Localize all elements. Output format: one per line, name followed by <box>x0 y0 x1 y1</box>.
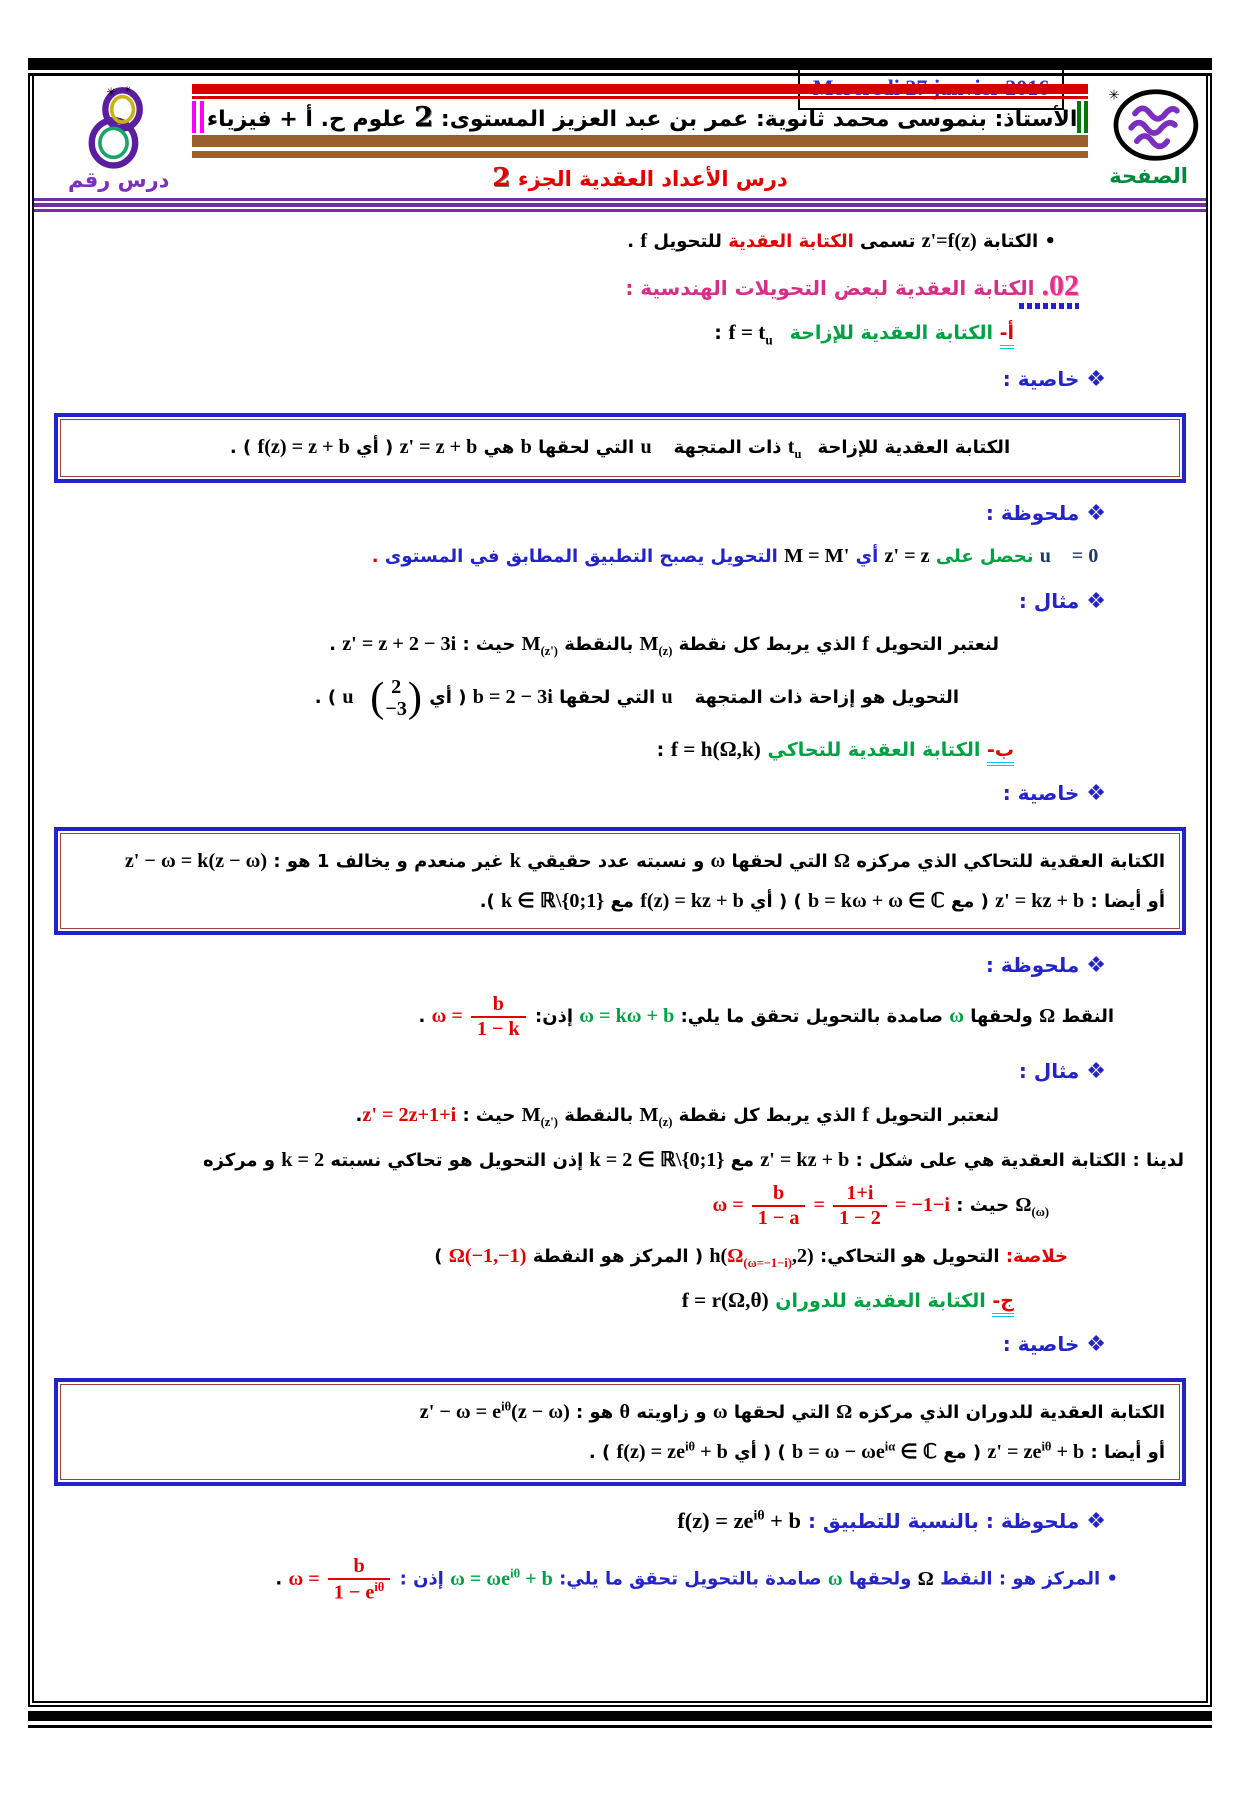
page-label: الصفحة <box>1109 164 1188 188</box>
math-group <box>712 1182 951 1230</box>
paren-close: ) <box>407 674 423 722</box>
math-text: ω = <box>712 1194 749 1217</box>
note-translation <box>46 543 1114 570</box>
text-segment: Ω <box>836 1400 853 1423</box>
text-segment: $M_{(z')}$ <box>521 633 558 659</box>
text-segment: الكتابة <box>976 231 1039 252</box>
text-segment: التحويل هو إزاحة ذات المتجهة <box>688 687 959 708</box>
red-bar-thin <box>192 96 1088 99</box>
text-segment: ولحقها <box>964 1005 1040 1027</box>
header-center <box>192 84 1088 193</box>
subsection-b <box>46 735 1014 764</box>
teacher-info-line <box>207 101 1078 133</box>
text-segment: ω <box>949 1004 964 1027</box>
text-segment: 2 <box>492 162 511 193</box>
text-segment: ∈ ℂ <box>895 1441 937 1464</box>
math-group <box>419 1399 570 1423</box>
text-segment: u⃗ = 0⃗ <box>1039 545 1114 568</box>
text-segment: أو أيضا : <box>1084 891 1165 913</box>
fraction-expression <box>288 1555 393 1604</box>
box-line <box>75 886 1165 916</box>
math-group <box>257 437 349 458</box>
text-segment: أو أيضا : <box>1084 1442 1165 1464</box>
fraction <box>752 1182 806 1230</box>
text-segment: الكتابة العقدية للدوران الذي مركزه <box>852 1401 1165 1423</box>
text-segment: k = 2 <box>281 1149 325 1172</box>
text-segment: ω <box>712 1400 728 1423</box>
decorative-eight-logo <box>64 84 172 170</box>
text-segment: خلاصة: <box>1005 1245 1068 1267</box>
homothety-line <box>46 1147 1184 1174</box>
diamond-icon: ❖ <box>1086 367 1106 393</box>
note-label-2 <box>46 951 1106 981</box>
box-line <box>75 1397 1165 1427</box>
box-line <box>75 846 1165 876</box>
text-segment: التحويل يصبح التطبيق المطابق في المستوى <box>378 546 785 568</box>
text-segment: لنعتبر التحويل <box>868 1105 999 1127</box>
diamond-icon: ❖ <box>1086 500 1106 526</box>
fraction-denominator: 1 − a <box>757 1207 800 1230</box>
fraction <box>328 1555 391 1605</box>
math-group <box>995 891 1084 912</box>
intro-line <box>46 228 1056 255</box>
text-segment: ملحوظة : بالنسبة للتطبيق : <box>801 1509 1087 1534</box>
text-segment: الكتابة العقدية للإزاحة <box>811 436 1011 458</box>
fraction-expression <box>431 993 529 1041</box>
math-group <box>1040 546 1114 567</box>
text-segment: k ∈ ℝ\{0;1} <box>501 890 605 913</box>
fraction <box>471 993 526 1041</box>
text-segment: ( المركز هو النقطة <box>526 1245 710 1267</box>
text-segment: k <box>509 849 521 872</box>
text-segment: $z' - \omega = e^{i\theta}$ <box>419 1399 512 1423</box>
math-group <box>828 1569 843 1590</box>
diamond-icon: ❖ <box>1086 1059 1106 1085</box>
subsection-a <box>46 318 1014 349</box>
box-line <box>75 1437 1165 1467</box>
lesson-title <box>192 162 1088 193</box>
text-segment: z' = z + 2 − 3i <box>342 633 457 656</box>
diamond-icon: ❖ <box>1086 1509 1106 1535</box>
text-segment: صامدة بالتحويل تحقق ما يلي: <box>552 1568 828 1590</box>
text-segment: h( <box>709 1244 728 1267</box>
paren-open: ( <box>370 674 385 722</box>
math-group <box>949 1006 964 1027</box>
math-group <box>784 546 849 567</box>
text-segment: Ω <box>833 849 851 872</box>
math-group <box>1015 1194 1049 1220</box>
math-group <box>362 1105 456 1126</box>
text-segment: الكتابة العقدية للتحاكي <box>760 738 988 761</box>
text-segment: + b <box>1051 1441 1085 1464</box>
text-segment: بالنقطة <box>557 634 640 656</box>
omega-equation <box>46 1182 1049 1230</box>
note-label-1 <box>46 499 1106 529</box>
math-text: ω = <box>431 1004 468 1027</box>
text-segment: صامدة بالتحويل تحقق ما يلي: <box>674 1005 950 1027</box>
text-segment: الكتابة العقدية للدوران <box>768 1289 993 1312</box>
text-segment: ذات المتجهة <box>667 436 788 458</box>
math-group <box>400 437 478 458</box>
lesson-number-label: درس رقم <box>68 168 170 192</box>
text-segment: ) <box>434 1245 449 1267</box>
fraction-numerator: b <box>328 1555 391 1580</box>
text-segment: b <box>520 435 532 458</box>
math-group <box>787 435 812 461</box>
text-segment: f = h(Ω,k) <box>670 736 761 761</box>
text-segment: التحويل هو التحاكي: <box>813 1245 1006 1267</box>
text-segment: إذن: <box>528 1005 580 1027</box>
math-group <box>449 1246 527 1267</box>
math-group <box>862 1105 869 1126</box>
math-group <box>792 1439 937 1464</box>
text-segment: ج- <box>992 1290 1014 1317</box>
math-group <box>987 1439 1085 1464</box>
math-group <box>521 437 532 458</box>
text-segment: θ <box>619 1400 631 1423</box>
text-segment: ( أي <box>423 687 473 708</box>
bullet-icon: • <box>1038 231 1056 252</box>
text-segment: Ω <box>917 1567 934 1590</box>
math-group <box>640 437 667 458</box>
fraction-numerator: 1+i <box>833 1182 887 1207</box>
math-group <box>709 1244 814 1270</box>
text-segment: أ- <box>1000 322 1014 349</box>
text-segment: و زاويته <box>630 1401 713 1423</box>
red-bar <box>192 84 1088 94</box>
text-segment: . <box>329 634 343 656</box>
math-group <box>281 1150 324 1171</box>
example-label-2 <box>46 1057 1106 1087</box>
star-ornament-icon: ✳ <box>124 84 132 95</box>
property-label-a <box>46 365 1106 395</box>
diamond-icon: ❖ <box>1086 1332 1106 1358</box>
math-group <box>501 891 604 912</box>
text-segment: ω <box>710 849 726 872</box>
text-segment: + b <box>520 1567 553 1590</box>
text-segment: هو : <box>569 1401 620 1423</box>
text-segment: ملحوظة : <box>985 500 1087 525</box>
text-segment: مثال : <box>1018 1059 1087 1084</box>
text-segment: z' − ω = k(z − ω) <box>124 849 268 872</box>
text-segment: f = r(Ω,θ) <box>681 1287 769 1312</box>
text-segment: ( مع <box>944 891 996 913</box>
text-segment: ( أي <box>349 436 400 458</box>
fraction-chain <box>712 1182 951 1230</box>
text-segment: b = kω + ω ∈ ℂ <box>807 890 945 913</box>
fraction-numerator: b <box>471 993 526 1018</box>
text-segment: f <box>862 633 869 656</box>
math-group <box>620 1402 631 1423</box>
text-segment: b = 2 − 3i <box>472 686 553 708</box>
math-group <box>1039 1006 1055 1027</box>
example-translation-2 <box>46 676 959 720</box>
lesson-content <box>34 212 1206 1605</box>
text-segment: $M_{(z)}$ <box>639 1104 673 1130</box>
text-segment: . <box>355 1105 363 1127</box>
math-text: = <box>808 1194 831 1217</box>
text-segment: لدينا : الكتابة العقدية هي على شكل : <box>849 1150 1184 1172</box>
text-segment: . <box>275 1568 289 1590</box>
text-segment: الكتابة العقدية <box>728 231 854 252</box>
text-segment: التي لحقها <box>725 850 834 872</box>
text-segment: إذن : <box>393 1568 451 1590</box>
magenta-stripes <box>192 101 207 133</box>
vector-column <box>342 674 423 722</box>
translation-box <box>54 413 1186 483</box>
text-segment: + b <box>764 1508 801 1534</box>
math-group <box>922 231 977 252</box>
green-stripes <box>1077 101 1088 133</box>
text-segment: التي لحقها <box>552 687 662 708</box>
text-segment: u⃗ <box>640 435 668 458</box>
diamond-icon: ❖ <box>1086 588 1106 614</box>
text-segment: الكتابة العقدية للتحاكي الذي مركزه <box>850 850 1165 872</box>
box-line <box>75 432 1165 464</box>
text-segment: الذي يربط كل نقطة <box>672 1105 863 1127</box>
text-segment: خاصية : <box>1002 1332 1087 1357</box>
math-text: ω = <box>288 1567 325 1590</box>
math-text: = −1−i <box>889 1194 951 1217</box>
text-segment: ) ( أي <box>743 891 808 913</box>
math-group <box>836 1402 852 1423</box>
text-segment: $\Omega_{(\omega)}$ <box>1015 1194 1049 1220</box>
text-segment: . <box>371 546 379 568</box>
example-label-1 <box>46 587 1106 617</box>
school-logo <box>1106 86 1202 164</box>
text-segment: التي لحقها <box>727 1401 837 1423</box>
text-segment: خاصية : <box>1002 781 1087 806</box>
text-segment: ملحوظة : <box>985 953 1087 978</box>
property-label-c <box>46 1330 1106 1360</box>
text-segment: $f(z) = ze^{i\theta}$ <box>616 1439 696 1464</box>
text-segment: التي لحقها <box>531 436 641 458</box>
text-segment: الكتابة العقدية للإزاحة <box>782 322 1000 345</box>
text-segment: z' = kz + b <box>760 1149 850 1172</box>
text-segment: $M_{(z')}$ <box>521 1104 558 1130</box>
text-segment: $\Omega_{(\omega=-1-i)}$ <box>727 1244 792 1270</box>
math-group <box>681 1287 769 1312</box>
text-segment: z' = 2z+1+i <box>362 1104 457 1127</box>
text-segment: Ω(−1,−1) <box>448 1244 527 1267</box>
math-group <box>640 891 744 912</box>
math-group <box>885 546 930 567</box>
text-segment: $f(z) = ze^{i\theta}$ <box>677 1508 765 1534</box>
diamond-icon: ❖ <box>1086 781 1106 807</box>
math-group <box>862 634 869 655</box>
text-segment: z' = z <box>884 545 930 568</box>
text-segment: $b = \omega - \omega e^{i\alpha}$ <box>792 1439 896 1464</box>
text-segment: مع <box>604 891 641 913</box>
math-group <box>834 851 850 872</box>
math-group <box>661 687 688 708</box>
math-group <box>808 891 945 912</box>
text-segment: $f = t_{u⃗}$ <box>728 320 783 348</box>
text-segment: و نسبته عدد حقيقي <box>520 850 711 872</box>
fraction <box>833 1182 887 1230</box>
text-segment: الذي يربط كل نقطة <box>672 634 863 656</box>
math-group <box>639 633 673 659</box>
vector-components: 2 −3 <box>385 676 407 721</box>
text-segment: ). <box>479 891 502 913</box>
math-group <box>579 1006 674 1027</box>
text-segment: ولحقها <box>842 1568 918 1590</box>
math-group <box>431 993 529 1041</box>
text-segment: ) . <box>588 1442 617 1464</box>
section-number: 02. <box>1041 269 1079 303</box>
text-segment: ) . <box>229 436 258 458</box>
purple-separator <box>34 198 1206 212</box>
text-segment: $\omega = \omega e^{i\theta}$ <box>450 1566 521 1590</box>
text-segment: إذن التحويل هو تحاكي نسبته <box>324 1150 590 1172</box>
text-segment: . <box>418 1005 432 1027</box>
fraction-denominator: $1 - e^{i\theta}$ <box>333 1580 385 1604</box>
text-segment: f <box>862 1104 869 1127</box>
text-segment: (z − ω) <box>511 1400 570 1423</box>
math-group <box>918 1569 934 1590</box>
text-segment: هي <box>477 436 521 458</box>
text-segment: k = 2 ∈ ℝ\{0;1} <box>589 1149 725 1172</box>
text-segment: أي <box>849 546 885 568</box>
example-translation-1 <box>46 631 999 660</box>
math-group <box>125 851 267 872</box>
math-group <box>711 851 726 872</box>
text-segment: درس الأعداد العقدية الجزء <box>510 167 788 191</box>
page-frame <box>28 76 1212 1707</box>
text-segment: f(z) = z + b <box>257 435 350 458</box>
section-heading <box>46 271 1079 304</box>
text-segment: ,2) <box>791 1244 814 1267</box>
rotation-box <box>54 1378 1186 1486</box>
text-segment: حيث : <box>456 1105 522 1127</box>
math-group <box>342 674 423 722</box>
homothety-note <box>46 993 1114 1041</box>
bottom-border <box>28 1711 1212 1728</box>
text-segment: $M_{(z)}$ <box>639 633 673 659</box>
text-segment: ) . <box>314 687 343 708</box>
text-segment: . <box>627 231 641 252</box>
math-group <box>590 1150 725 1171</box>
math-group <box>288 1555 393 1604</box>
text-segment: z'=f(z) <box>921 230 977 252</box>
text-segment: M = M' <box>784 545 850 568</box>
text-segment: 2 <box>414 101 434 133</box>
math-group <box>521 633 558 659</box>
text-segment: ( مع <box>936 1442 988 1464</box>
text-segment: للتحويل <box>647 231 729 252</box>
text-segment: و مركزه <box>202 1150 282 1172</box>
text-segment: المركز هو : النقط <box>933 1568 1101 1590</box>
text-segment: u⃗ <box>661 686 689 708</box>
property-label-b <box>46 779 1106 809</box>
subsection-c <box>46 1286 1014 1315</box>
text-segment: الأستاذ: بنموسى محمد ثانوية: عمر بن عبد العزيز المستوى: <box>433 107 1078 132</box>
final-bullet <box>46 1555 1118 1605</box>
text-segment: النقط <box>1055 1005 1114 1027</box>
document-page <box>0 58 1240 1812</box>
text-segment: z' = z + b <box>399 435 478 458</box>
text-segment: + b <box>695 1441 728 1464</box>
text-segment: علوم ح. أ + فيزياء <box>206 107 415 132</box>
conclusion <box>46 1243 1068 1272</box>
brown-bar-thin <box>192 151 1088 158</box>
math-group <box>510 851 521 872</box>
fraction-numerator: b <box>752 1182 806 1207</box>
text-segment: : <box>714 322 729 345</box>
text-segment: غير منعدم و يخالف 1 هو : <box>267 850 510 872</box>
text-segment: بالنقطة <box>557 1105 640 1127</box>
text-segment: لنعتبر التحويل <box>868 634 999 656</box>
text-segment: ω <box>827 1567 843 1590</box>
homothety-box <box>54 827 1186 935</box>
math-group <box>342 634 456 655</box>
header-band <box>34 84 1206 194</box>
diamond-icon: ❖ <box>1086 953 1106 979</box>
text-segment: حيث : <box>950 1195 1016 1217</box>
text-segment: z' = kz + b <box>995 890 1085 913</box>
text-segment: $z' = ze^{i\theta}$ <box>987 1439 1052 1464</box>
text-segment: : <box>656 738 671 761</box>
star-ornament-icon: ✳ <box>1108 88 1120 104</box>
text-segment: $t_{u⃗}$ <box>787 435 812 461</box>
vector-label: u⃗ <box>342 686 370 708</box>
math-group <box>760 1150 849 1171</box>
math-group <box>450 1566 553 1590</box>
math-group <box>639 1104 673 1130</box>
text-segment: f <box>640 230 648 252</box>
text-segment: مثال : <box>1018 588 1087 613</box>
text-segment: الكتابة العقدية لبعض التحويلات الهندسية : <box>625 276 1042 301</box>
text-segment: تسمى <box>853 231 922 252</box>
text-segment: مع <box>724 1150 761 1172</box>
text-segment: ω = kω + b <box>579 1004 675 1027</box>
fraction-denominator: 1 − k <box>476 1018 520 1041</box>
text-segment: ب- <box>987 739 1014 766</box>
math-group <box>521 1104 558 1130</box>
bullet-icon: • <box>1100 1568 1118 1590</box>
math-group <box>713 1402 728 1423</box>
example-homothety <box>46 1102 999 1131</box>
star-ornament-icon: ✳ <box>106 84 117 99</box>
text-segment: ) ( أي <box>727 1442 793 1464</box>
math-group <box>677 1509 801 1533</box>
text-segment: f(z) = kz + b <box>640 890 744 913</box>
text-segment: نحصل على <box>929 546 1040 568</box>
math-group <box>616 1439 728 1464</box>
final-note <box>46 1506 1106 1537</box>
math-group <box>473 687 553 708</box>
math-group <box>728 320 783 348</box>
text-segment: حيث : <box>456 634 522 656</box>
brown-bar <box>192 135 1088 147</box>
text-segment: خاصية : <box>1002 367 1087 392</box>
fraction-denominator: 1 − 2 <box>839 1207 881 1230</box>
text-segment: Ω <box>1039 1004 1056 1027</box>
math-group <box>670 736 761 761</box>
